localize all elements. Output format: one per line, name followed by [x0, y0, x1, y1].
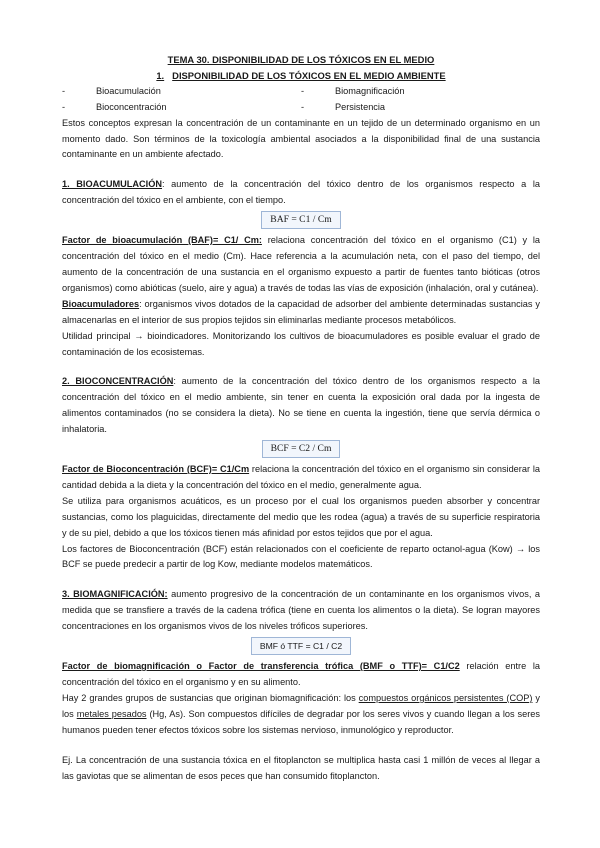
section-number: 1.	[156, 69, 165, 81]
list-item-label: Bioconcentración	[96, 101, 167, 112]
list-item	[62, 100, 301, 116]
sustancias-text-a: Hay 2 grandes grupos de sustancias que originan biomagnificación: los	[62, 692, 359, 703]
biomagnificacion-heading: 3. BIOMAGNIFICACIÓN:	[62, 589, 168, 600]
bmf-paragraph	[62, 659, 540, 691]
bmf-heading: Factor de biomagnificación o Factor de transferencia trófica (BMF o TTF)= C1/C2	[62, 661, 460, 672]
list-item	[62, 84, 301, 100]
kow-paragraph: Los factores de Bioconcentración (BCF) están relacionados con el coeficiente de reparto octanol-agua (Kow) → los BCF se puede predecir a partir de log Kow, mediante modelos matemáticos.	[62, 543, 540, 570]
bmf-formula: BMF ó TTF = C1 / C2	[251, 637, 351, 655]
page-title: TEMA 30. DISPONIBILIDAD DE LOS TÓXICOS EN EL MEDIO	[167, 54, 435, 65]
bcf-heading: Factor de Bioconcentración (BCF)= C1/Cm	[62, 464, 250, 475]
bioacumulacion-definition	[62, 177, 540, 209]
bullet-dash: -	[301, 85, 305, 96]
bioacumuladores-paragraph	[62, 297, 540, 329]
concept-list	[62, 84, 540, 116]
bioconcentracion-heading: 2. BIOCONCENTRACIÓN	[62, 376, 174, 387]
bioacumuladores-heading: Bioacumuladores	[62, 298, 140, 309]
bullet-dash: -	[62, 101, 66, 112]
cop-term: compuestos orgánicos persistentes (COP)	[358, 692, 533, 703]
baf-text: relaciona concentración del tóxico en el organismo (C1) y la concentración del tóxico en el medio (Cm). Hace referencia a la acumulación neta, con el paso del tiempo, del aumento de la concentración de una sustancia en el organismo expuesto a partir de fuentes tanto bióticas (otros organismos) como abióticas (suelo, aire y agua) a través de todas las vías de exposición (inhalación, oral y cutánea).	[62, 235, 540, 293]
bcf-text: relaciona la concentración del tóxico en el organismo sin considerar la cantidad debida a la dieta y la concentración del tóxico en el medio, generalmente agua.	[62, 464, 540, 490]
example-paragraph: Ej. La concentración de una sustancia tóxica en el fitoplancton se multiplica hasta casi 1 millón de veces al llegar a las gaviotas que se alimentan de esos peces que han consumido fitoplancton.	[62, 754, 540, 781]
bioconcentracion-text: : aumento de la concentración del tóxico dentro de los organismos respecto a la concentración del tóxico en el medio ambiente, sin tener en cuenta la exposición oral dada por la ingesta de alimentos contaminados (no se considera la dieta). No se tiene en cuenta la ingestión, tiene que servía dérmica o inhalatoria.	[62, 376, 540, 435]
sustancias-text-b: y los	[62, 692, 540, 719]
bcf-formula: BCF = C2 / Cm	[262, 440, 341, 458]
bioacumulacion-heading: 1. BIOACUMULACIÓN	[62, 179, 163, 190]
list-item-label: Persistencia	[335, 101, 386, 112]
bmf-text: relación entre la concentración del tóxico en el organismo y en su alimento.	[62, 661, 540, 687]
baf-paragraph	[62, 233, 540, 297]
bioconcentracion-definition	[62, 374, 540, 438]
bcf-paragraph	[62, 462, 540, 494]
biomagnificacion-text: aumento progresivo de la concentración de un contaminante en los organismos vivos, a medida que se transfiere a través de la cadena trófica (tiene en cuenta los alimentos o la dieta). Se logran mayores concentraciones en los organismos vivos de los niveles tróficos superiores.	[62, 589, 540, 632]
bioacumuladores-text: : organismos vivos dotados de la capacidad de adsorber del ambiente determinadas sustancias y almacenarlas en el interior de sus propios tejidos sin eliminarlas mediante procesos metabólicos.	[62, 298, 540, 325]
bioindicadores-paragraph: Utilidad principal → bioindicadores. Monitorizando los cultivos de bioacumuladores es posible evaluar el grado de contaminación de los ecosistemas.	[62, 330, 540, 357]
sustancias-paragraph	[62, 691, 540, 739]
list-item-label: Bioacumulación	[96, 85, 161, 96]
intro-paragraph: Estos conceptos expresan la concentración de un contaminante en un tejido de un determinado organismo en un momento dado. Son términos de la toxicología ambiental asociados a la disponibilidad final de una sustancia contaminante en un ambiente afectado.	[62, 117, 540, 160]
section-title: DISPONIBILIDAD DE LOS TÓXICOS EN EL MEDIO AMBIENTE	[172, 69, 446, 81]
bullet-dash: -	[62, 85, 66, 96]
sustancias-text-c: (Hg, As). Son compuestos difíciles de degradar por los seres vivos y cuando llegan a los seres humanos pueden tener efectos tóxicos sobre los sistemas nervioso, inmunológico y reproductor.	[62, 708, 540, 735]
list-item	[301, 84, 540, 100]
document-page	[62, 52, 540, 784]
list-item	[301, 100, 540, 116]
acuaticos-paragraph: Se utiliza para organismos acuáticos, es un proceso por el cual los organismos pueden absorber y concentrar sustancias, como los plaguicidas, directamente del medio que les rodea (agua) a través de su superficie respiratoria y de su piel, debido a que los tóxicos tienen más afinidad por estos tejidos que por el agua.	[62, 495, 540, 538]
section-heading-main	[62, 68, 540, 84]
list-item-label: Biomagnificación	[335, 85, 405, 96]
biomagnificacion-definition	[62, 587, 540, 635]
bullet-dash: -	[301, 101, 305, 112]
bioacumulacion-text: : aumento de la concentración del tóxico dentro de los organismos respecto a la concentración del tóxico en el ambiente, con el tiempo.	[62, 179, 540, 206]
baf-formula: BAF = C1 / Cm	[261, 211, 340, 229]
baf-heading: Factor de bioacumulación (BAF)= C1/ Cm:	[62, 235, 262, 246]
metales-term: metales pesados	[76, 708, 147, 719]
